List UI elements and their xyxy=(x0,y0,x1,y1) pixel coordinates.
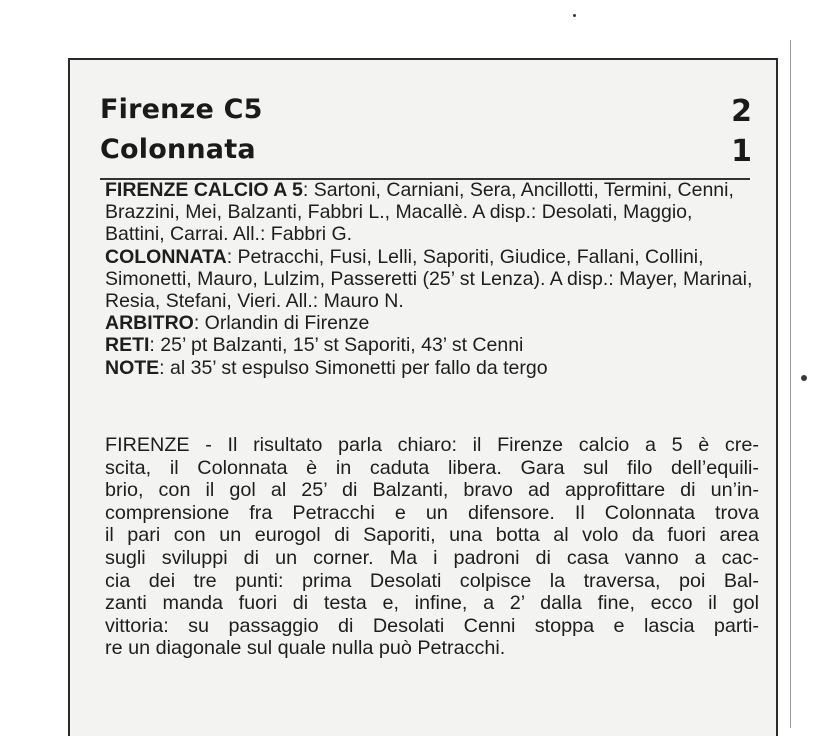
scan-speck xyxy=(573,14,576,17)
referee-label: ARBITRO xyxy=(105,312,194,335)
goals-label: RETI xyxy=(105,334,150,357)
article-line: vittoria: su passaggio di Desolati Cenni stoppa e lascia parti- xyxy=(105,614,759,637)
away-team-name: Colonnata xyxy=(100,134,256,165)
notes-line xyxy=(105,357,755,379)
goals-line xyxy=(105,334,755,356)
referee-line xyxy=(105,312,755,334)
away-team-score: 1 xyxy=(731,134,752,169)
article-line: sugli sviluppi di un corner. Ma i padroni di casa vanno a cac- xyxy=(105,546,759,569)
notes-text: : al 35’ st espulso Simonetti per fallo da tergo xyxy=(159,356,548,379)
home-lineup-text: : Sartoni, Carniani, Sera, Ancillotti, Termini, Cenni, Brazzini, Mei, Balzanti, Fabbri L., Macallè. A disp.: Desolati, Maggio, Battini, Carrai. All.: Fabbri G. xyxy=(105,179,734,246)
article-line: cia dei tre punti: prima Desolati colpisce la traversa, poi Bal- xyxy=(105,569,759,592)
referee-text: : Orlandin di Firenze xyxy=(193,312,370,335)
home-lineup xyxy=(105,179,755,246)
article-line: FIRENZE - Il risultato parla chiaro: il Firenze calcio a 5 è cre- xyxy=(105,434,759,456)
home-team-name: Firenze C5 xyxy=(100,94,263,125)
scan-speck xyxy=(801,375,807,381)
page-fold-line xyxy=(790,40,791,728)
newspaper-clipping xyxy=(68,58,778,736)
away-lineup-text: : Petracchi, Fusi, Lelli, Saporiti, Giudice, Fallani, Collini, Simonetti, Mauro, Lulzim, Passeretti (25’ st Lenza). A disp.: Mayer, Marinai, Resia, Stefani, Vieri. All.: Mauro N. xyxy=(105,245,753,313)
notes-label: NOTE xyxy=(105,356,160,379)
home-team-score: 2 xyxy=(731,94,752,129)
article-line: comprensione fra Petracchi e un difensore. Il Colonnata trova xyxy=(105,501,759,524)
article-line: re un diagonale sul quale nulla può Petracchi. xyxy=(105,637,506,660)
away-score-row xyxy=(100,134,752,174)
article-line: brio, con il gol al 25’ di Balzanti, bravo ad approfittare di un’in- xyxy=(105,479,759,502)
article-line: scita, il Colonnata è in caduta libera. Gara sul filo dell’equili- xyxy=(105,456,759,479)
article-line: il pari con un eurogol di Saporiti, una botta al volo da fuori area xyxy=(105,524,759,547)
home-lineup-label: FIRENZE CALCIO A 5 xyxy=(105,179,303,201)
article-line: zanti manda fuori di testa e, infine, a 2’ dalla fine, ecco il gol xyxy=(105,592,759,615)
match-report-box xyxy=(105,179,755,379)
away-lineup-label: COLONNATA xyxy=(105,245,227,268)
article-body xyxy=(105,434,759,660)
home-score-row xyxy=(100,94,752,134)
away-lineup xyxy=(105,246,755,313)
goals-text: : 25’ pt Balzanti, 15’ st Saporiti, 43’ st Cenni xyxy=(149,334,524,357)
